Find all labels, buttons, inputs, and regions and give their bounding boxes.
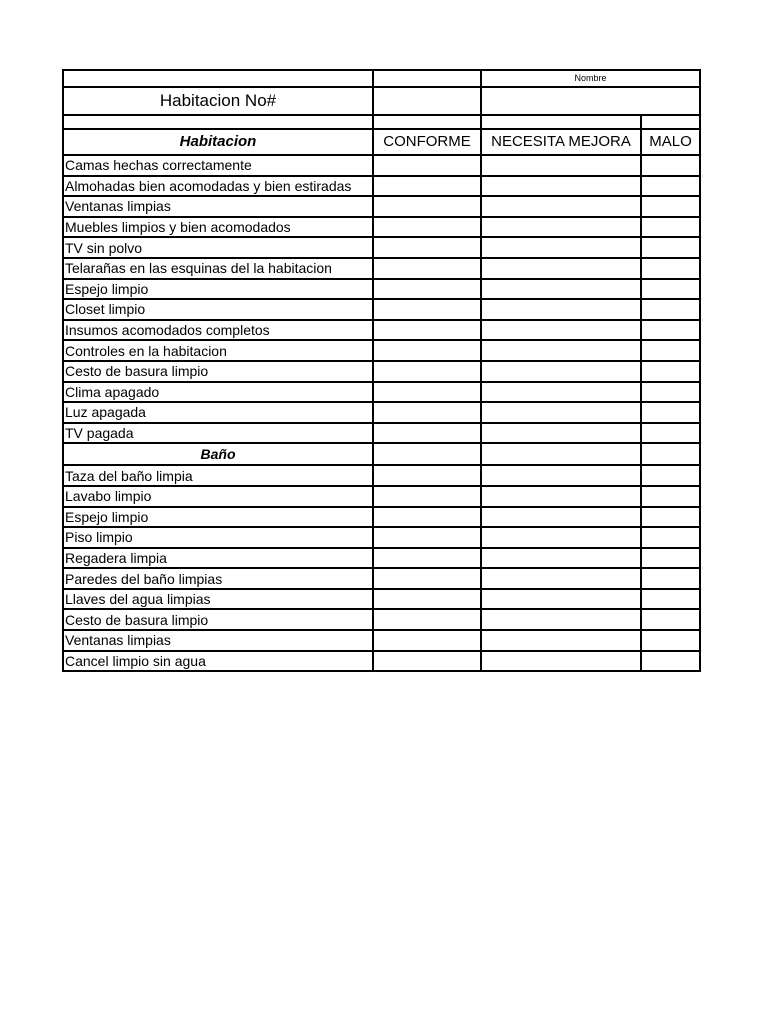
checklist-item-label: Espejo limpio <box>63 507 373 528</box>
checklist-item-label: Cancel limpio sin agua <box>63 651 373 672</box>
table-row <box>63 258 700 279</box>
checklist-item-label: Piso limpio <box>63 527 373 548</box>
malo-cell[interactable] <box>641 196 700 217</box>
necesita-mejora-cell[interactable] <box>481 382 641 403</box>
table-row <box>63 548 700 569</box>
blank-cell <box>641 443 700 465</box>
conforme-cell[interactable] <box>373 486 481 507</box>
conforme-cell[interactable] <box>373 279 481 300</box>
malo-cell[interactable] <box>641 589 700 610</box>
table-row <box>63 237 700 258</box>
table-row <box>63 486 700 507</box>
conforme-cell[interactable] <box>373 237 481 258</box>
necesita-mejora-cell[interactable] <box>481 258 641 279</box>
table-row <box>63 382 700 403</box>
table-row <box>63 423 700 444</box>
table-row <box>63 361 700 382</box>
checklist-item-label: Regadera limpia <box>63 548 373 569</box>
conforme-cell[interactable] <box>373 176 481 197</box>
checklist-item-label: Camas hechas correctamente <box>63 155 373 176</box>
checklist-item-label: Taza del baño limpia <box>63 465 373 486</box>
table-row <box>63 527 700 548</box>
conforme-cell[interactable] <box>373 609 481 630</box>
conforme-cell[interactable] <box>373 402 481 423</box>
malo-cell[interactable] <box>641 465 700 486</box>
malo-cell[interactable] <box>641 258 700 279</box>
necesita-mejora-cell[interactable] <box>481 299 641 320</box>
table-row <box>63 465 700 486</box>
table-row <box>63 568 700 589</box>
necesita-mejora-cell[interactable] <box>481 423 641 444</box>
conforme-cell[interactable] <box>373 340 481 361</box>
spacer-row <box>63 115 700 129</box>
malo-cell[interactable] <box>641 320 700 341</box>
checklist-item-label: Luz apagada <box>63 402 373 423</box>
conforme-header: CONFORME <box>373 129 481 155</box>
malo-cell[interactable] <box>641 176 700 197</box>
necesita-mejora-cell[interactable] <box>481 237 641 258</box>
necesita-mejora-cell[interactable] <box>481 630 641 651</box>
malo-cell[interactable] <box>641 609 700 630</box>
malo-cell[interactable] <box>641 237 700 258</box>
table-row <box>63 402 700 423</box>
conforme-cell[interactable] <box>373 651 481 672</box>
table-row <box>63 507 700 528</box>
necesita-mejora-cell[interactable] <box>481 527 641 548</box>
necesita-mejora-cell[interactable] <box>481 465 641 486</box>
malo-cell[interactable] <box>641 548 700 569</box>
malo-cell[interactable] <box>641 299 700 320</box>
section-row <box>63 443 700 465</box>
malo-cell[interactable] <box>641 630 700 651</box>
checklist-item-label: Almohadas bien acomodadas y bien estiradas <box>63 176 373 197</box>
necesita-mejora-cell[interactable] <box>481 548 641 569</box>
conforme-cell[interactable] <box>373 155 481 176</box>
necesita-mejora-cell[interactable] <box>481 176 641 197</box>
bano-section-header: Baño <box>63 443 373 465</box>
necesita-mejora-cell[interactable] <box>481 217 641 238</box>
checklist-item-label: Ventanas limpias <box>63 196 373 217</box>
conforme-cell[interactable] <box>373 630 481 651</box>
conforme-cell[interactable] <box>373 196 481 217</box>
conforme-cell[interactable] <box>373 589 481 610</box>
blank-cell <box>481 115 641 129</box>
inspection-table <box>62 69 701 672</box>
column-header-row <box>63 129 700 155</box>
table-row <box>63 589 700 610</box>
blank-cell <box>63 70 373 87</box>
checklist-item-label: Clima apagado <box>63 382 373 403</box>
nombre-field[interactable] <box>481 87 700 115</box>
table-row <box>63 609 700 630</box>
necesita-mejora-cell[interactable] <box>481 507 641 528</box>
checklist-item-label: Cesto de basura limpio <box>63 361 373 382</box>
title-row <box>63 87 700 115</box>
malo-cell[interactable] <box>641 568 700 589</box>
necesita-mejora-cell[interactable] <box>481 340 641 361</box>
necesita-mejora-cell[interactable] <box>481 651 641 672</box>
conforme-cell[interactable] <box>373 217 481 238</box>
necesita-mejora-cell[interactable] <box>481 486 641 507</box>
malo-cell[interactable] <box>641 423 700 444</box>
nombre-label: Nombre <box>481 70 700 87</box>
conforme-cell[interactable] <box>373 548 481 569</box>
necesita-mejora-cell[interactable] <box>481 568 641 589</box>
blank-cell <box>373 443 481 465</box>
room-number-title: Habitacion No# <box>63 87 373 115</box>
checklist-item-label: TV pagada <box>63 423 373 444</box>
necesita-mejora-cell[interactable] <box>481 155 641 176</box>
blank-cell <box>481 443 641 465</box>
header-row-top <box>63 70 700 87</box>
necesita-mejora-cell[interactable] <box>481 361 641 382</box>
checklist-item-label: Telarañas en las esquinas del la habitacion <box>63 258 373 279</box>
conforme-cell[interactable] <box>373 258 481 279</box>
checklist-item-label: Ventanas limpias <box>63 630 373 651</box>
table-row <box>63 196 700 217</box>
table-row <box>63 299 700 320</box>
malo-cell[interactable] <box>641 486 700 507</box>
conforme-cell[interactable] <box>373 382 481 403</box>
table-row <box>63 217 700 238</box>
necesita-mejora-cell[interactable] <box>481 196 641 217</box>
necesita-mejora-header: NECESITA MEJORA <box>481 129 641 155</box>
necesita-mejora-cell[interactable] <box>481 279 641 300</box>
checklist-item-label: Closet limpio <box>63 299 373 320</box>
blank-cell <box>373 115 481 129</box>
blank-cell <box>373 70 481 87</box>
conforme-cell[interactable] <box>373 320 481 341</box>
necesita-mejora-cell[interactable] <box>481 609 641 630</box>
checklist-item-label: Lavabo limpio <box>63 486 373 507</box>
checklist-item-label: Espejo limpio <box>63 279 373 300</box>
table-row <box>63 651 700 672</box>
conforme-cell[interactable] <box>373 361 481 382</box>
malo-cell[interactable] <box>641 340 700 361</box>
table-row <box>63 630 700 651</box>
malo-cell[interactable] <box>641 651 700 672</box>
malo-cell[interactable] <box>641 382 700 403</box>
checklist-item-label: Cesto de basura limpio <box>63 609 373 630</box>
malo-cell[interactable] <box>641 527 700 548</box>
table-row <box>63 340 700 361</box>
necesita-mejora-cell[interactable] <box>481 402 641 423</box>
malo-cell[interactable] <box>641 217 700 238</box>
checklist-item-label: Paredes del baño limpias <box>63 568 373 589</box>
checklist-item-label: TV sin polvo <box>63 237 373 258</box>
checklist-item-label: Insumos acomodados completos <box>63 320 373 341</box>
malo-header: MALO <box>641 129 700 155</box>
malo-cell[interactable] <box>641 507 700 528</box>
malo-cell[interactable] <box>641 155 700 176</box>
table-row <box>63 279 700 300</box>
habitacion-section-header: Habitacion <box>63 129 373 155</box>
checklist-item-label: Controles en la habitacion <box>63 340 373 361</box>
checklist-item-label: Muebles limpios y bien acomodados <box>63 217 373 238</box>
necesita-mejora-cell[interactable] <box>481 320 641 341</box>
necesita-mejora-cell[interactable] <box>481 589 641 610</box>
checklist-item-label: Llaves del agua limpias <box>63 589 373 610</box>
blank-cell <box>63 115 373 129</box>
conforme-cell[interactable] <box>373 299 481 320</box>
conforme-cell[interactable] <box>373 465 481 486</box>
conforme-cell[interactable] <box>373 423 481 444</box>
malo-cell[interactable] <box>641 279 700 300</box>
table-row <box>63 176 700 197</box>
blank-cell <box>641 115 700 129</box>
conforme-cell[interactable] <box>373 507 481 528</box>
conforme-cell[interactable] <box>373 527 481 548</box>
malo-cell[interactable] <box>641 402 700 423</box>
table-row <box>63 320 700 341</box>
table-row <box>63 155 700 176</box>
conforme-cell[interactable] <box>373 568 481 589</box>
malo-cell[interactable] <box>641 361 700 382</box>
room-number-field[interactable] <box>373 87 481 115</box>
